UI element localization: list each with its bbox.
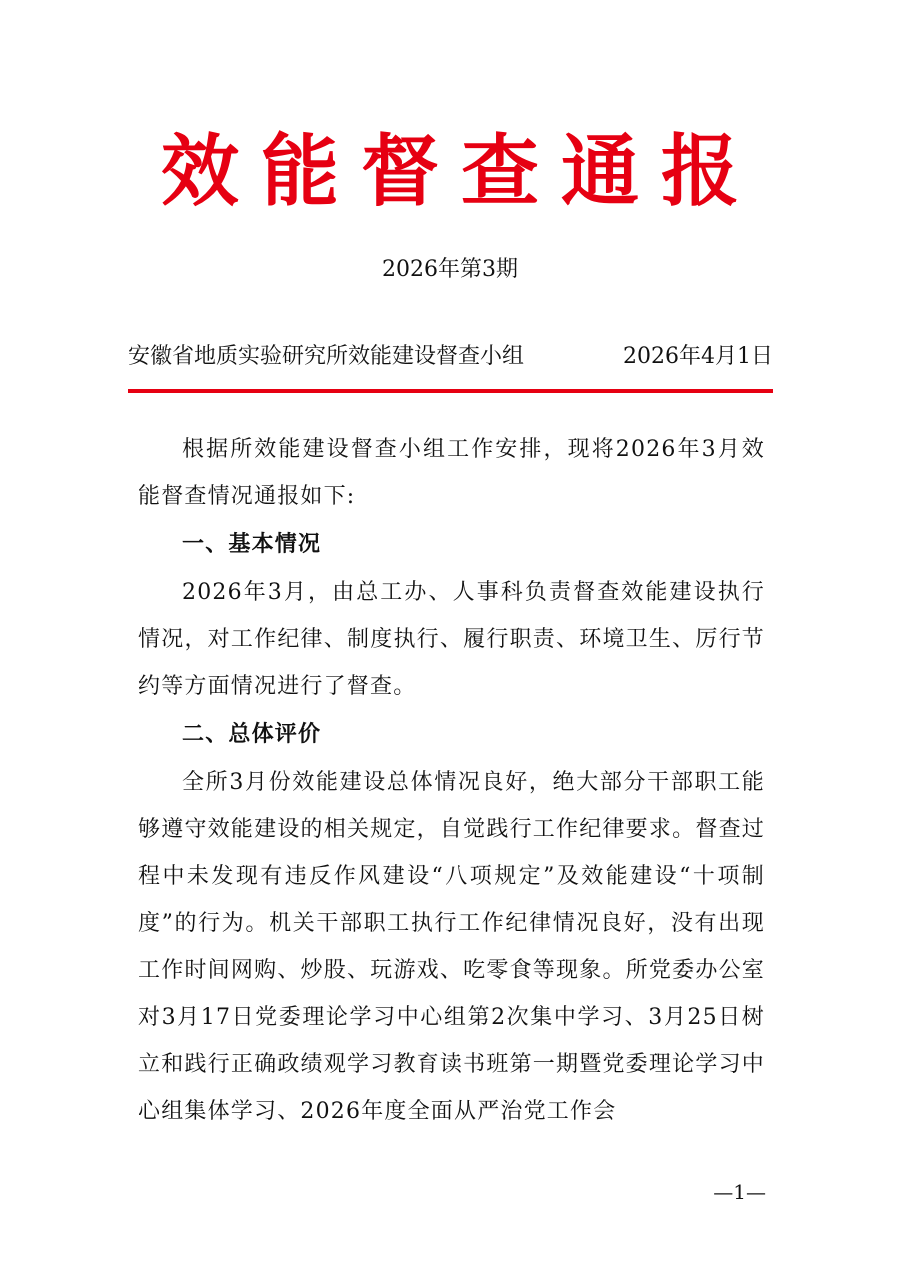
intro-paragraph: 根据所效能建设督查小组工作安排，现将2026年3月效能督查情况通报如下:	[138, 437, 765, 509]
masthead-title: 效能督查通报	[160, 126, 761, 217]
section-heading-evaluation: 二、总体评价	[182, 722, 322, 747]
section-paragraph: 全所3月份效能建设总体情况良好，绝大部分干部职工能够遵守效能建设的相关规定，自觉践行工作纪律要求。督查过程中未发现有违反作风建设“八项规定”及效能建设“十项制度”的行为。机关干部职工执行工作纪律情况良好，没有出现工作时间网购、炒股、玩游戏、吃零食等现象。所党委办公室对3月17日党委理论学习中心组第2次集中学习、3月25日树立和践行正确政绩观学习教育读书班第一期暨党委理论学习中心组集体学习、2026年度全面从严治党工作会	[138, 770, 765, 1124]
issuer-name: 安徽省地质实验研究所效能建设督查小组	[128, 344, 525, 369]
section-paragraph: 2026年3月，由总工办、人事科负责督查效能建设执行情况，对工作纪律、制度执行、履行职责、环境卫生、厉行节约等方面情况进行了督查。	[138, 580, 765, 699]
issue-number: 2026年第3期	[382, 257, 518, 282]
issuer-line	[128, 340, 773, 374]
document-body	[138, 426, 765, 1136]
page-number: —1—	[713, 1180, 766, 1204]
section-heading-basic: 一、基本情况	[182, 532, 322, 557]
red-divider-rule	[128, 389, 773, 393]
issue-date: 2026年4月1日	[623, 344, 773, 369]
